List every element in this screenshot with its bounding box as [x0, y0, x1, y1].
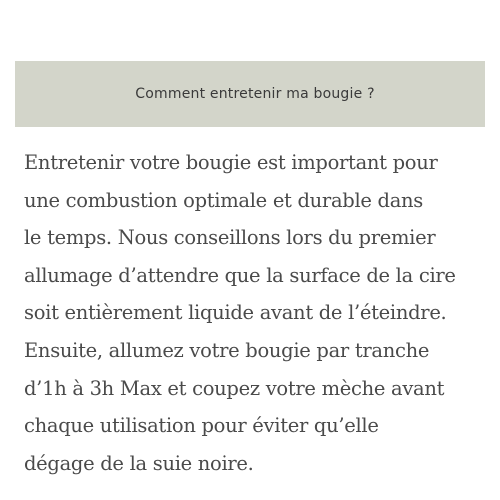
faq-question: Comment entretenir ma bougie ? [135, 86, 375, 102]
answer-line: le temps. Nous conseillons lors du premier [24, 226, 436, 250]
answer-line: d’1h à 3h Max et coupez votre mèche avant [24, 376, 445, 400]
faq-answer [24, 144, 484, 482]
answer-line: Ensuite, allumez votre bougie par tranche [24, 338, 430, 362]
answer-line: dégage de la suie noire. [24, 451, 254, 475]
answer-line: soit entièrement liquide avant de l’éteindre. [24, 301, 447, 325]
answer-line: chaque utilisation pour éviter qu’elle [24, 414, 379, 438]
faq-accordion-header[interactable] [15, 61, 485, 127]
answer-line: Entretenir votre bougie est important pour [24, 151, 438, 174]
answer-line: une combustion optimale et durable dans [24, 188, 424, 212]
answer-line: allumage d’attendre que la surface de la cire [24, 263, 456, 287]
